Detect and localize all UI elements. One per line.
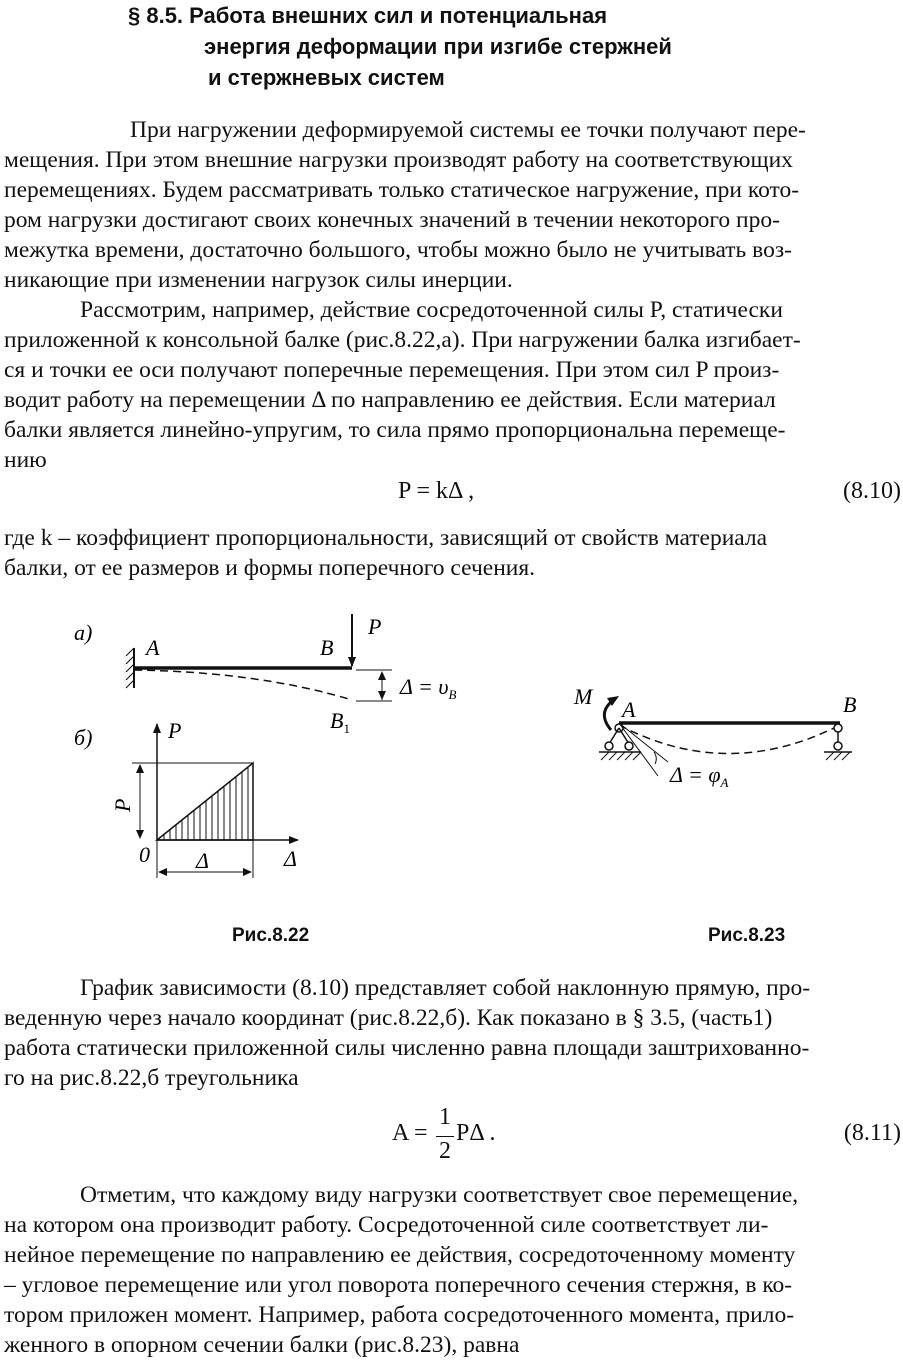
rotation-eq: $\Delta = \varphi_A$	[670, 762, 729, 790]
text-line: веденную через начало координат (рис.8.22,б). Как показано в § 3.5, (часть1)	[4, 1005, 773, 1031]
delta-axis-label: Δ	[284, 846, 297, 871]
dim-p-label: P	[110, 798, 135, 812]
text-line: го на рис.8.22,б треугольника	[4, 1065, 299, 1091]
heading-line-2: энергия деформации при изгибе стержней	[204, 34, 672, 59]
text-line: водит работу на перемещении Δ по направлению ее действия. Если материал	[4, 387, 776, 413]
text-line: балки является линейно-упругим, то сила прямо пропорциональна перемеще-	[4, 417, 786, 443]
equation-formula: P = kΔ ,	[398, 478, 475, 504]
delta-eq: $\Delta = \upsilon_B$	[400, 674, 457, 702]
fraction-numerator: 1	[439, 1104, 451, 1130]
text-line: мещения. При этом внешние нагрузки производят работу на соответствующих	[4, 147, 793, 173]
text-line: Рассмотрим, например, действие сосредоточенной силы P, статически	[80, 297, 783, 323]
heading-line-3: и стержневых систем	[208, 65, 445, 90]
text-line: женного в опорном сечении балки (рис.8.23), равна	[4, 1332, 520, 1358]
figures-area	[0, 600, 903, 930]
paragraph-5	[4, 1180, 902, 1360]
force-label: P	[368, 614, 382, 639]
moment-label: M	[574, 684, 593, 709]
text-line: нейное перемещение по направлению ее действия, сосредоточенному моменту	[4, 1242, 796, 1268]
support-a	[599, 724, 641, 752]
text-line: работа статически приложенной силы численно равна площади заштрихованно-	[4, 1035, 810, 1061]
support-b	[824, 724, 852, 752]
text-line: нию	[4, 447, 47, 473]
text-line: ром нагрузки достигают своих конечных значений в течении некоторого про-	[4, 207, 780, 233]
point-a-label-823: A	[622, 697, 636, 722]
text-line: балки, от ее размеров и формы поперечного сечения.	[4, 555, 536, 581]
paragraph-2	[4, 295, 902, 475]
paragraph-4	[4, 973, 902, 1093]
point-b1-label: $B_1$	[330, 708, 350, 736]
support-b-hatch	[826, 752, 850, 760]
caption-fig-8-22: Рис.8.22	[232, 925, 310, 946]
work-triangle	[157, 763, 253, 840]
text-line: на котором она производит работу. Сосредоточенной силе соответствует ли-	[4, 1212, 769, 1238]
text-line: никающие при изменении нагрузок силы инерции.	[4, 267, 513, 293]
text-line: График зависимости (8.10) представляет собой наклонную прямую, про-	[80, 975, 811, 1001]
text-line: Отметим, что каждому виду нагрузки соответствует свое перемещение,	[80, 1182, 799, 1208]
support-a-hatch	[601, 752, 641, 760]
angle-arc	[654, 752, 656, 764]
p-axis-label: P	[168, 718, 182, 743]
text-line: приложенной к консольной балке (рис.8.22,а). При нагружении балка изгибает-	[4, 327, 801, 353]
point-b-label-823: B	[843, 692, 857, 717]
text-line: где k – коэффициент пропорциональности, зависящий от свойств материала	[4, 525, 768, 551]
fig-8-23	[573, 684, 856, 790]
point-b-label: B	[320, 635, 334, 660]
caption-fig-8-23: Рис.8.23	[708, 925, 786, 946]
dim-delta-label: Δ	[196, 848, 209, 873]
origin-label: 0	[139, 842, 150, 867]
point-a-label: A	[146, 635, 160, 660]
fig-8-22-b	[74, 718, 298, 878]
text-line: – угловое перемещение или угол поворота поперечного сечения стержня, в ко-	[4, 1272, 793, 1298]
text-line: ся и точки ее оси получают поперечные перемещения. При этом сил P произ-	[4, 357, 780, 383]
paragraph-3	[4, 523, 902, 583]
label-b: б)	[74, 725, 93, 750]
text-line: тором приложен момент. Например, работа сосредоточенного момента, прило-	[4, 1302, 795, 1328]
equation-number: (8.11)	[843, 1120, 901, 1146]
section-heading	[128, 0, 828, 93]
text-line: перемещениях. Будем рассматривать только статическое нагружение, при кото-	[4, 177, 800, 203]
paragraph-1	[4, 115, 902, 295]
heading-line-1: § 8.5. Работа внешних сил и потенциальная	[128, 3, 608, 28]
equation-8-11	[0, 1104, 903, 1172]
label-a: а)	[74, 620, 93, 645]
fraction-denominator: 2	[439, 1138, 451, 1164]
fig-8-22-a	[74, 614, 456, 736]
fraction-bar	[436, 1136, 454, 1137]
equation-lhs: A =	[392, 1120, 428, 1146]
deflected-axis	[134, 670, 352, 700]
wall-hatch	[126, 648, 134, 688]
equation-rhs: PΔ .	[456, 1120, 496, 1146]
equation-number: (8.10)	[843, 478, 901, 504]
text-line: межутка времени, достаточно большого, чтобы можно было не учитывать воз-	[4, 237, 792, 263]
text-line: При нагружении деформируемой системы ее точки получают пере-	[130, 117, 806, 143]
equation-8-10	[0, 478, 903, 512]
